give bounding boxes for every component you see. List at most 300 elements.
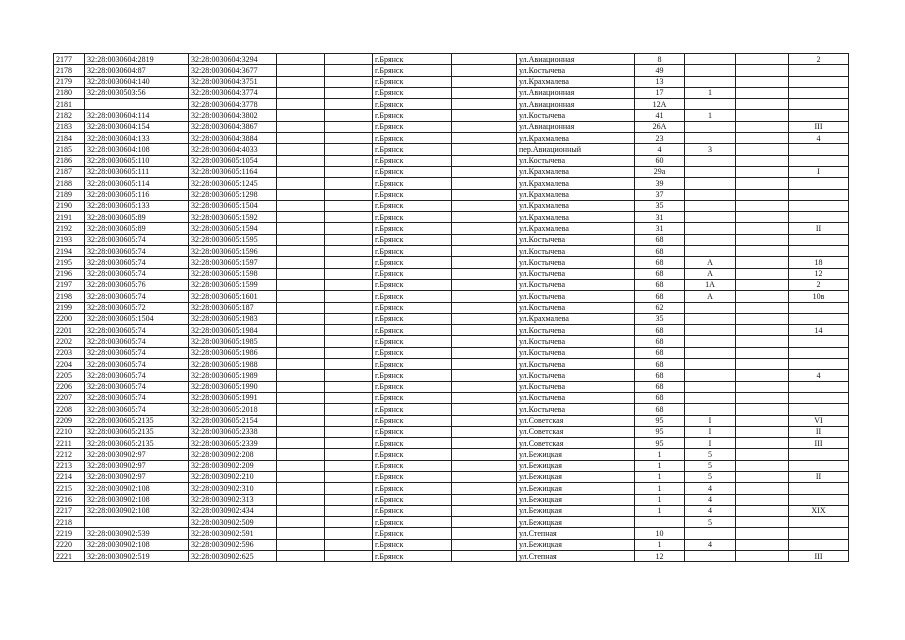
empty-col-a-cell (277, 234, 325, 245)
apartment-cell (789, 313, 849, 324)
object-cadastral-number-cell: 32:28:0030605:2154 (189, 415, 277, 426)
city-cell: г.Брянск (373, 212, 452, 223)
building-cell: 1 (685, 110, 736, 121)
land-parcel-number-cell: 32:28:0030605:74 (85, 246, 189, 257)
empty-col-b-cell (325, 65, 373, 76)
object-cadastral-number-cell: 32:28:0030605:1990 (189, 381, 277, 392)
city-cell: г.Брянск (373, 121, 452, 132)
building-cell (685, 313, 736, 324)
empty-col-a-cell (277, 347, 325, 358)
row-number-cell: 2191 (54, 212, 85, 223)
object-cadastral-number-cell: 32:28:0030605:187 (189, 302, 277, 313)
table-row (54, 166, 849, 177)
row-number-cell: 2218 (54, 517, 85, 528)
building-cell (685, 54, 736, 65)
empty-col-a-cell (277, 494, 325, 505)
row-number-cell: 2188 (54, 178, 85, 189)
empty-col-a-cell (277, 528, 325, 539)
row-number-cell: 2214 (54, 471, 85, 482)
street-cell: ул.Костычева (517, 155, 635, 166)
empty-col-d-cell (736, 325, 789, 336)
row-number-cell: 2196 (54, 268, 85, 279)
street-cell: ул.Костычева (517, 325, 635, 336)
empty-col-a-cell (277, 212, 325, 223)
empty-col-b-cell (325, 528, 373, 539)
street-cell: ул.Советская (517, 415, 635, 426)
building-cell (685, 347, 736, 358)
empty-col-b-cell (325, 426, 373, 437)
object-cadastral-number-cell: 32:28:0030605:1988 (189, 359, 277, 370)
empty-col-a-cell (277, 302, 325, 313)
land-parcel-number-cell: 32:28:0030605:76 (85, 279, 189, 290)
building-cell (685, 212, 736, 223)
apartment-cell: II (789, 426, 849, 437)
land-parcel-number-cell: 32:28:0030605:74 (85, 370, 189, 381)
row-number-cell: 2180 (54, 87, 85, 98)
object-cadastral-number-cell: 32:28:0030605:2338 (189, 426, 277, 437)
building-cell (685, 178, 736, 189)
street-cell: ул.Костычева (517, 279, 635, 290)
building-cell (685, 302, 736, 313)
street-cell: ул.Костычева (517, 65, 635, 76)
empty-col-c-cell (452, 279, 517, 290)
building-cell (685, 528, 736, 539)
apartment-cell (789, 517, 849, 528)
table-row (54, 268, 849, 279)
object-cadastral-number-cell: 32:28:0030604:3802 (189, 110, 277, 121)
apartment-cell (789, 483, 849, 494)
row-number-cell: 2190 (54, 200, 85, 211)
apartment-cell (789, 528, 849, 539)
apartment-cell: II (789, 223, 849, 234)
street-cell: ул.Костычева (517, 370, 635, 381)
empty-col-c-cell (452, 268, 517, 279)
street-cell: ул.Костычева (517, 404, 635, 415)
city-cell: г.Брянск (373, 178, 452, 189)
building-cell (685, 133, 736, 144)
city-cell: г.Брянск (373, 279, 452, 290)
empty-col-b-cell (325, 189, 373, 200)
land-parcel-number-cell: 32:28:0030902:519 (85, 551, 189, 562)
row-number-cell: 2192 (54, 223, 85, 234)
empty-col-c-cell (452, 449, 517, 460)
object-cadastral-number-cell: 32:28:0030605:1594 (189, 223, 277, 234)
empty-col-d-cell (736, 313, 789, 324)
empty-col-d-cell (736, 279, 789, 290)
city-cell: г.Брянск (373, 223, 452, 234)
empty-col-b-cell (325, 539, 373, 550)
empty-col-b-cell (325, 381, 373, 392)
table-row (54, 110, 849, 121)
table-row (54, 99, 849, 110)
empty-col-d-cell (736, 99, 789, 110)
city-cell: г.Брянск (373, 551, 452, 562)
empty-col-d-cell (736, 65, 789, 76)
land-parcel-number-cell: 32:28:0030604:133 (85, 133, 189, 144)
city-cell: г.Брянск (373, 110, 452, 121)
cadastral-registry-table (53, 53, 849, 562)
building-cell (685, 392, 736, 403)
empty-col-a-cell (277, 54, 325, 65)
object-cadastral-number-cell: 32:28:0030605:1986 (189, 347, 277, 358)
object-cadastral-number-cell: 32:28:0030604:3774 (189, 87, 277, 98)
table-row (54, 54, 849, 65)
empty-col-b-cell (325, 279, 373, 290)
empty-col-c-cell (452, 551, 517, 562)
empty-col-a-cell (277, 200, 325, 211)
empty-col-d-cell (736, 347, 789, 358)
land-parcel-number-cell (85, 517, 189, 528)
land-parcel-number-cell: 32:28:0030605:1504 (85, 313, 189, 324)
object-cadastral-number-cell: 32:28:0030902:310 (189, 483, 277, 494)
empty-col-a-cell (277, 257, 325, 268)
house-number-cell: 35 (635, 200, 685, 211)
empty-col-d-cell (736, 505, 789, 516)
empty-col-a-cell (277, 166, 325, 177)
table-row (54, 133, 849, 144)
empty-col-c-cell (452, 54, 517, 65)
empty-col-c-cell (452, 460, 517, 471)
row-number-cell: 2202 (54, 336, 85, 347)
street-cell: ул.Костычева (517, 392, 635, 403)
empty-col-d-cell (736, 155, 789, 166)
object-cadastral-number-cell: 32:28:0030605:1598 (189, 268, 277, 279)
apartment-cell (789, 110, 849, 121)
empty-col-b-cell (325, 291, 373, 302)
street-cell: ул.Костычева (517, 268, 635, 279)
table-row (54, 325, 849, 336)
row-number-cell: 2179 (54, 76, 85, 87)
empty-col-c-cell (452, 539, 517, 550)
land-parcel-number-cell: 32:28:0030605:2135 (85, 426, 189, 437)
empty-col-a-cell (277, 483, 325, 494)
row-number-cell: 2205 (54, 370, 85, 381)
empty-col-d-cell (736, 494, 789, 505)
city-cell: г.Брянск (373, 381, 452, 392)
table-row (54, 381, 849, 392)
empty-col-b-cell (325, 347, 373, 358)
land-parcel-number-cell: 32:28:0030605:74 (85, 234, 189, 245)
empty-col-c-cell (452, 144, 517, 155)
street-cell: ул.Костычева (517, 302, 635, 313)
street-cell: ул.Степная (517, 528, 635, 539)
land-parcel-number-cell: 32:28:0030604:108 (85, 144, 189, 155)
city-cell: г.Брянск (373, 404, 452, 415)
table-row (54, 347, 849, 358)
apartment-cell (789, 336, 849, 347)
empty-col-a-cell (277, 268, 325, 279)
city-cell: г.Брянск (373, 246, 452, 257)
empty-col-b-cell (325, 87, 373, 98)
city-cell: г.Брянск (373, 76, 452, 87)
object-cadastral-number-cell: 32:28:0030902:591 (189, 528, 277, 539)
house-number-cell: 31 (635, 223, 685, 234)
house-number-cell: 23 (635, 133, 685, 144)
building-cell (685, 223, 736, 234)
house-number-cell: 4 (635, 144, 685, 155)
empty-col-d-cell (736, 404, 789, 415)
land-parcel-number-cell: 32:28:0030605:2135 (85, 438, 189, 449)
street-cell: ул.Крахмалева (517, 313, 635, 324)
row-number-cell: 2208 (54, 404, 85, 415)
apartment-cell (789, 347, 849, 358)
land-parcel-number-cell: 32:28:0030605:111 (85, 166, 189, 177)
land-parcel-number-cell: 32:28:0030902:97 (85, 460, 189, 471)
street-cell: ул.Крахмалева (517, 166, 635, 177)
apartment-cell: 4 (789, 133, 849, 144)
table-row (54, 121, 849, 132)
table-row (54, 404, 849, 415)
empty-col-b-cell (325, 99, 373, 110)
empty-col-a-cell (277, 133, 325, 144)
object-cadastral-number-cell: 32:28:0030605:1592 (189, 212, 277, 223)
object-cadastral-number-cell: 32:28:0030604:3867 (189, 121, 277, 132)
building-cell: А (685, 268, 736, 279)
house-number-cell: 68 (635, 246, 685, 257)
building-cell: 5 (685, 460, 736, 471)
house-number-cell: 68 (635, 291, 685, 302)
house-number-cell: 68 (635, 370, 685, 381)
object-cadastral-number-cell: 32:28:0030902:434 (189, 505, 277, 516)
house-number-cell: 41 (635, 110, 685, 121)
city-cell: г.Брянск (373, 54, 452, 65)
house-number-cell: 68 (635, 347, 685, 358)
empty-col-b-cell (325, 268, 373, 279)
street-cell: ул.Костычева (517, 381, 635, 392)
land-parcel-number-cell: 32:28:0030604:114 (85, 110, 189, 121)
land-parcel-number-cell: 32:28:0030902:97 (85, 471, 189, 482)
building-cell (685, 404, 736, 415)
empty-col-c-cell (452, 121, 517, 132)
empty-col-a-cell (277, 110, 325, 121)
city-cell: г.Брянск (373, 415, 452, 426)
empty-col-b-cell (325, 155, 373, 166)
house-number-cell: 68 (635, 404, 685, 415)
table-row (54, 302, 849, 313)
street-cell: ул.Костычева (517, 234, 635, 245)
apartment-cell: II (789, 471, 849, 482)
city-cell: г.Брянск (373, 133, 452, 144)
row-number-cell: 2194 (54, 246, 85, 257)
city-cell: г.Брянск (373, 336, 452, 347)
empty-col-b-cell (325, 121, 373, 132)
land-parcel-number-cell: 32:28:0030902:539 (85, 528, 189, 539)
empty-col-c-cell (452, 76, 517, 87)
empty-col-d-cell (736, 517, 789, 528)
building-cell: 5 (685, 517, 736, 528)
apartment-cell: 4 (789, 370, 849, 381)
apartment-cell (789, 246, 849, 257)
land-parcel-number-cell: 32:28:0030605:89 (85, 223, 189, 234)
house-number-cell: 68 (635, 392, 685, 403)
building-cell: 4 (685, 483, 736, 494)
empty-col-a-cell (277, 325, 325, 336)
building-cell (685, 99, 736, 110)
row-number-cell: 2197 (54, 279, 85, 290)
row-number-cell: 2209 (54, 415, 85, 426)
empty-col-b-cell (325, 234, 373, 245)
object-cadastral-number-cell: 32:28:0030902:509 (189, 517, 277, 528)
building-cell: 4 (685, 494, 736, 505)
house-number-cell: 1 (635, 449, 685, 460)
city-cell: г.Брянск (373, 505, 452, 516)
object-cadastral-number-cell: 32:28:0030605:1595 (189, 234, 277, 245)
empty-col-c-cell (452, 392, 517, 403)
empty-col-c-cell (452, 483, 517, 494)
table-row (54, 494, 849, 505)
empty-col-c-cell (452, 404, 517, 415)
empty-col-b-cell (325, 144, 373, 155)
empty-col-c-cell (452, 87, 517, 98)
city-cell: г.Брянск (373, 268, 452, 279)
empty-col-c-cell (452, 336, 517, 347)
empty-col-a-cell (277, 87, 325, 98)
house-number-cell: 68 (635, 268, 685, 279)
object-cadastral-number-cell: 32:28:0030604:4033 (189, 144, 277, 155)
house-number-cell: 29а (635, 166, 685, 177)
building-cell: 4 (685, 539, 736, 550)
house-number-cell: 68 (635, 279, 685, 290)
street-cell: ул.Костычева (517, 257, 635, 268)
object-cadastral-number-cell: 32:28:0030902:209 (189, 460, 277, 471)
empty-col-c-cell (452, 166, 517, 177)
land-parcel-number-cell: 32:28:0030605:133 (85, 200, 189, 211)
empty-col-a-cell (277, 415, 325, 426)
land-parcel-number-cell: 32:28:0030605:110 (85, 155, 189, 166)
street-cell: ул.Костычева (517, 110, 635, 121)
empty-col-a-cell (277, 291, 325, 302)
city-cell: г.Брянск (373, 166, 452, 177)
house-number-cell: 68 (635, 257, 685, 268)
empty-col-b-cell (325, 517, 373, 528)
house-number-cell: 1 (635, 471, 685, 482)
street-cell: ул.Крахмалева (517, 223, 635, 234)
empty-col-d-cell (736, 234, 789, 245)
empty-col-d-cell (736, 392, 789, 403)
empty-col-d-cell (736, 471, 789, 482)
empty-col-b-cell (325, 110, 373, 121)
empty-col-c-cell (452, 189, 517, 200)
city-cell: г.Брянск (373, 65, 452, 76)
empty-col-b-cell (325, 551, 373, 562)
building-cell (685, 76, 736, 87)
object-cadastral-number-cell: 32:28:0030604:3677 (189, 65, 277, 76)
object-cadastral-number-cell: 32:28:0030605:1989 (189, 370, 277, 381)
empty-col-c-cell (452, 517, 517, 528)
empty-col-c-cell (452, 347, 517, 358)
object-cadastral-number-cell: 32:28:0030605:1164 (189, 166, 277, 177)
building-cell: 1 (685, 87, 736, 98)
land-parcel-number-cell: 32:28:0030605:74 (85, 381, 189, 392)
empty-col-a-cell (277, 144, 325, 155)
table-row (54, 65, 849, 76)
object-cadastral-number-cell: 32:28:0030605:1504 (189, 200, 277, 211)
land-parcel-number-cell (85, 99, 189, 110)
empty-col-d-cell (736, 121, 789, 132)
empty-col-a-cell (277, 460, 325, 471)
land-parcel-number-cell: 32:28:0030902:108 (85, 539, 189, 550)
city-cell: г.Брянск (373, 257, 452, 268)
object-cadastral-number-cell: 32:28:0030605:1054 (189, 155, 277, 166)
empty-col-a-cell (277, 121, 325, 132)
land-parcel-number-cell: 32:28:0030902:108 (85, 494, 189, 505)
street-cell: ул.Бежицкая (517, 483, 635, 494)
empty-col-a-cell (277, 76, 325, 87)
table-row (54, 426, 849, 437)
empty-col-c-cell (452, 155, 517, 166)
table-row (54, 279, 849, 290)
apartment-cell: III (789, 121, 849, 132)
house-number-cell: 68 (635, 325, 685, 336)
table-row (54, 223, 849, 234)
building-cell (685, 381, 736, 392)
empty-col-b-cell (325, 302, 373, 313)
empty-col-d-cell (736, 110, 789, 121)
land-parcel-number-cell: 32:28:0030605:74 (85, 347, 189, 358)
building-cell: 1А (685, 279, 736, 290)
city-cell: г.Брянск (373, 234, 452, 245)
apartment-cell (789, 392, 849, 403)
house-number-cell: 35 (635, 313, 685, 324)
empty-col-c-cell (452, 257, 517, 268)
building-cell: I (685, 415, 736, 426)
object-cadastral-number-cell: 32:28:0030605:1599 (189, 279, 277, 290)
table-row (54, 528, 849, 539)
street-cell: ул.Авиационная (517, 99, 635, 110)
city-cell: г.Брянск (373, 460, 452, 471)
empty-col-a-cell (277, 517, 325, 528)
apartment-cell: 12 (789, 268, 849, 279)
table-row (54, 178, 849, 189)
empty-col-c-cell (452, 381, 517, 392)
table-row (54, 551, 849, 562)
empty-col-c-cell (452, 505, 517, 516)
apartment-cell (789, 76, 849, 87)
empty-col-c-cell (452, 438, 517, 449)
house-number-cell: 68 (635, 381, 685, 392)
row-number-cell: 2193 (54, 234, 85, 245)
empty-col-d-cell (736, 426, 789, 437)
empty-col-b-cell (325, 257, 373, 268)
land-parcel-number-cell: 32:28:0030605:74 (85, 336, 189, 347)
table-row (54, 144, 849, 155)
empty-col-d-cell (736, 528, 789, 539)
street-cell: ул.Костычева (517, 347, 635, 358)
city-cell: г.Брянск (373, 539, 452, 550)
apartment-cell (789, 381, 849, 392)
object-cadastral-number-cell: 32:28:0030902:596 (189, 539, 277, 550)
empty-col-b-cell (325, 438, 373, 449)
empty-col-c-cell (452, 370, 517, 381)
table-row (54, 449, 849, 460)
empty-col-c-cell (452, 212, 517, 223)
empty-col-c-cell (452, 415, 517, 426)
object-cadastral-number-cell: 32:28:0030604:3751 (189, 76, 277, 87)
empty-col-d-cell (736, 144, 789, 155)
city-cell: г.Брянск (373, 528, 452, 539)
row-number-cell: 2186 (54, 155, 85, 166)
empty-col-a-cell (277, 381, 325, 392)
row-number-cell: 2184 (54, 133, 85, 144)
city-cell: г.Брянск (373, 471, 452, 482)
building-cell: I (685, 426, 736, 437)
house-number-cell: 12А (635, 99, 685, 110)
empty-col-a-cell (277, 189, 325, 200)
empty-col-c-cell (452, 426, 517, 437)
street-cell: ул.Бежицкая (517, 505, 635, 516)
city-cell: г.Брянск (373, 189, 452, 200)
empty-col-b-cell (325, 505, 373, 516)
